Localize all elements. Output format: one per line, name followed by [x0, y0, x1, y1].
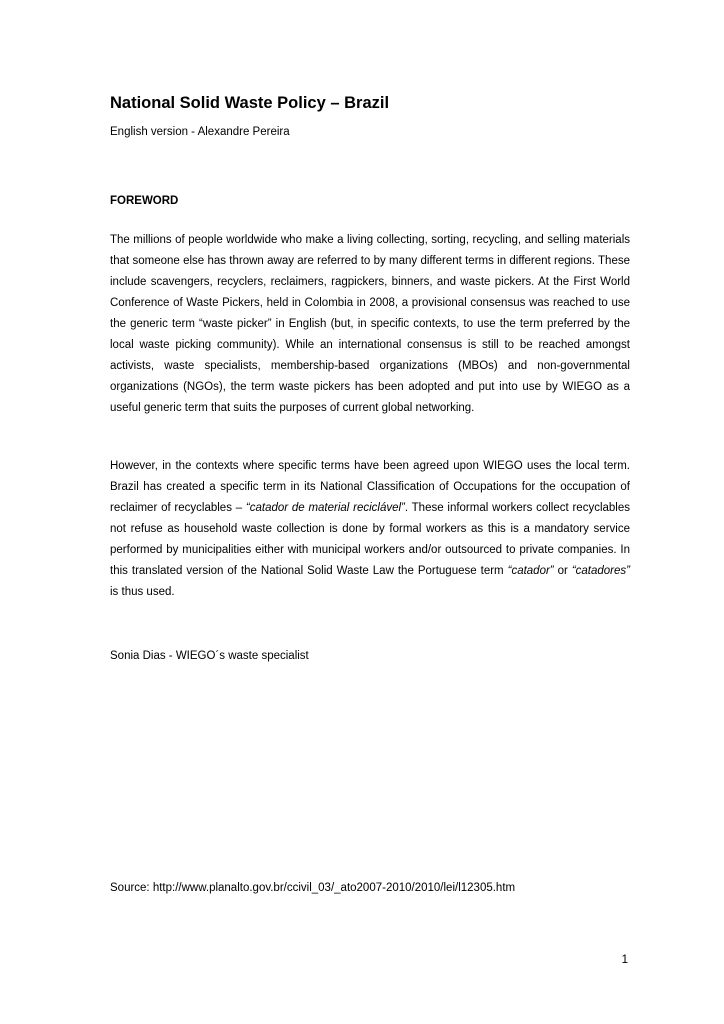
- page-number: 1: [621, 954, 628, 966]
- paragraph-2-text-1: However, in the contexts where specific terms have been agreed upon WIEGO uses the local term. Brazil has created a specific term in its National Classification of Occupations for the occupation of reclaimer of recyclables –: [110, 460, 630, 514]
- document-subtitle: English version - Alexandre Pereira: [110, 126, 290, 138]
- paragraph-2-text-3: or: [553, 565, 572, 577]
- paragraph-2-text-2: . These informal workers collect recyclables not refuse as household waste collection is done by formal workers as this is a mandatory service performed by municipalities either with municipal workers and/or outsourced to private companies. In this translated version of the National Solid Waste Law the Portuguese term: [110, 502, 631, 577]
- source-line: Source: http://www.planalto.gov.br/ccivil_03/_ato2007-2010/2010/lei/l12305.htm: [110, 882, 516, 894]
- paragraph-2-text-4: is thus used.: [110, 586, 175, 598]
- paragraph-2-italic-term-3: “catadores”: [571, 565, 630, 577]
- foreword-paragraph-1: The millions of people worldwide who make a living collecting, sorting, recycling, and selling materials that someone else has thrown away are referred to by many different terms in different regions. These include scavengers, recyclers, reclaimers, ragpickers, binners, and waste pickers. At the First World Conference of Waste Pickers, held in Colombia in 2008, a provisional consensus was reached to use the generic term “waste picker” in English (but, in specific contexts, to use the term preferred by the local waste picking community). While an international consensus is still to be reached amongst activists, waste specialists, membership-based organizations (MBOs) and non-governmental organizations (NGOs), the term waste pickers has been adopted and put into use by WIEGO as a useful generic term that suits the purposes of current global networking.: [110, 234, 630, 414]
- signature-line: Sonia Dias - WIEGO´s waste specialist: [110, 650, 309, 662]
- section-heading: FOREWORD: [110, 195, 179, 207]
- paragraph-2-italic-term-2: “catador”: [507, 565, 554, 577]
- foreword-paragraph-2: [110, 456, 630, 603]
- paragraph-2-italic-term-1: “catador de material reciclável”: [245, 502, 405, 514]
- document-title: National Solid Waste Policy – Brazil: [110, 94, 390, 112]
